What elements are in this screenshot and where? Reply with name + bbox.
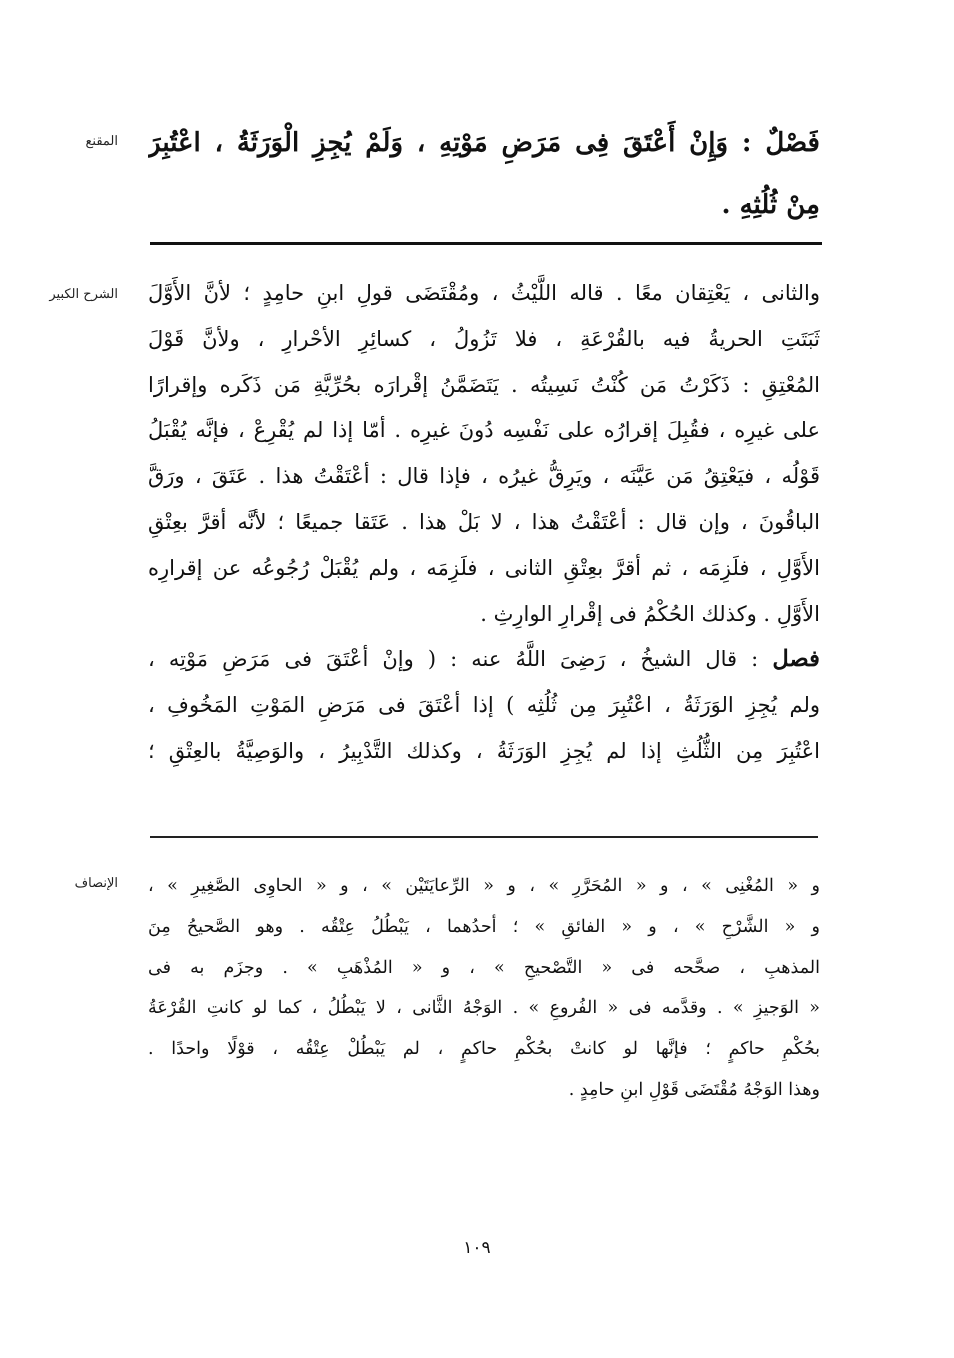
sharh-line: والثانى ، يَعْتِقان معًا . قاله اللَّيْثُ ، ومُقْتَضَى قولِ ابنِ حامِدٍ ؛ لأنَّ الأَوَّلَ bbox=[148, 281, 820, 305]
insaf-line: وهذا الوَجْهُ مُقْتَضَى قَوْلِ ابنِ حامِدٍ . bbox=[568, 1079, 820, 1100]
label-muqni: المقنع bbox=[85, 134, 118, 149]
insaf-line: بحُكْمِ حاكمٍ ؛ فإنَّها لو كانتْ بحُكْمِ حاكمٍ ، لم يَبْطُلْ عِتْقُه ، قوْلًا واحدًا . bbox=[148, 1039, 820, 1060]
sharh-line: ثَبَتَتِ الحريةُ فيه بالقُرْعَةِ ، فلا تَزُولُ ، كسائِرِ الأحْرارِ ، ولأنَّ قَوْلَ bbox=[148, 326, 820, 351]
muqni-text bbox=[148, 112, 820, 236]
sharh-line: على غيرِه ، فقُبِلَ إقرارُه على نَفْسِه دُونَ غيرِه . أمّا إذا لم يُقْرِعْ ، فإنَّه يُقْبَلُ bbox=[148, 418, 820, 443]
muqni-line: مِنْ ثُلُثِهِ . bbox=[721, 190, 820, 220]
sharh-line: الباقُونَ ، وإن قال : أعْتَقْتُ هذا ، لا بَلْ هذا . عَتَقا جميعًا ؛ لأنَّه أقرَّ بعِتْقِ bbox=[148, 509, 820, 534]
label-sharh: الشرح الكبير bbox=[49, 287, 118, 302]
sharh-line: المُعْتِقِ : ذَكَرْتُ مَن كُنْتُ نَسِيتُه . يَتَضَمَّنُ إقْرارَه بحُرِّيَّةِ مَن ذَكَره وإقرارًا bbox=[148, 372, 820, 397]
fasl-line-text: : قال الشيخُ ، رَضِىَ اللَّهُ عنه : ( وإنْ أعْتَقَ فى مَرَضِ مَوْتِه ، bbox=[148, 647, 759, 672]
page-number: ١٠٩ bbox=[463, 1238, 491, 1258]
insaf-line: و « الشَّرْحِ » ، و « الفائقِ » ؛ أحدُهما ، يَبْطُلُ عِتْقُه . وهو الصَّحيحُ مِنَ bbox=[148, 916, 820, 937]
sharh-line: ولم يُجِزِ الوَرَثَةُ ، اعْتُبِرَ مِن ثُلُثِه ) إذا أعْتَقَ فى مَرَضِ المَوْتِ المَخُوفِ ، bbox=[148, 693, 820, 718]
insaf-line: « الوَجيزِ » . وقدَّمه فى « الفُروعِ » . الوَجْهُ الثَّانى ، لا يَبْطُلُ ، كما لو كانتِ القُرْعَةُ bbox=[148, 998, 820, 1019]
insaf-line: و « المُغْنِى » ، و « المُحَرَّرِ » ، و « الرِّعايَتَيْن » ، و « الحاوِى الصَّغِيرِ » ، bbox=[148, 876, 820, 896]
sharh-line: الأَوَّلِ ، فلَزِمَه ، ثم أقرَّ بعِتْقِ الثانى ، فلَزِمَه ، ولم يُقْبَلْ رُجُوعُه عن إقرارِه bbox=[148, 555, 820, 580]
fasl-heading: فصل bbox=[772, 646, 820, 673]
sharh-line: قَوْلُه ، فيَعْتِقُ مَن عَيَّنَه ، ويَرِقُّ غيرُه ، فإذا قال : أعْتَقْتُ هذا . عَتَقَ ، ورَقَّ bbox=[148, 464, 820, 489]
sharh-fasl-line bbox=[148, 637, 820, 683]
sharh-text bbox=[148, 271, 820, 775]
section-divider-thin bbox=[150, 836, 818, 838]
muqni-line: فَصْلٌ : وَإِنْ أَعْتَقَ فِى مَرَضِ مَوْتِهِ ، وَلَمْ يُجِزِ الْوَرَثَةُ ، اعْتُبِرَ bbox=[148, 128, 820, 158]
insaf-text bbox=[148, 866, 820, 1111]
sharh-line: اعْتُبِرَ مِن الثُّلُثِ إذا لم يُجِزِ الوَرَثَةُ ، وكذلك التَّدْبِيرُ ، والوَصِيَّةُ بالعِتْقِ ؛ bbox=[148, 738, 820, 763]
sharh-line: الأَوَّلِ . وكذلك الحُكْمُ فى إقْرارِ الوارِثِ . bbox=[480, 601, 820, 626]
insaf-line: المذهبِ ، صحَّحه فى « التَّصْحيحِ » ، و « المُذْهَبِ » . وجزَم به فى bbox=[148, 957, 820, 978]
section-divider-thick bbox=[150, 242, 822, 245]
label-insaf: الإنصاف bbox=[74, 876, 118, 891]
